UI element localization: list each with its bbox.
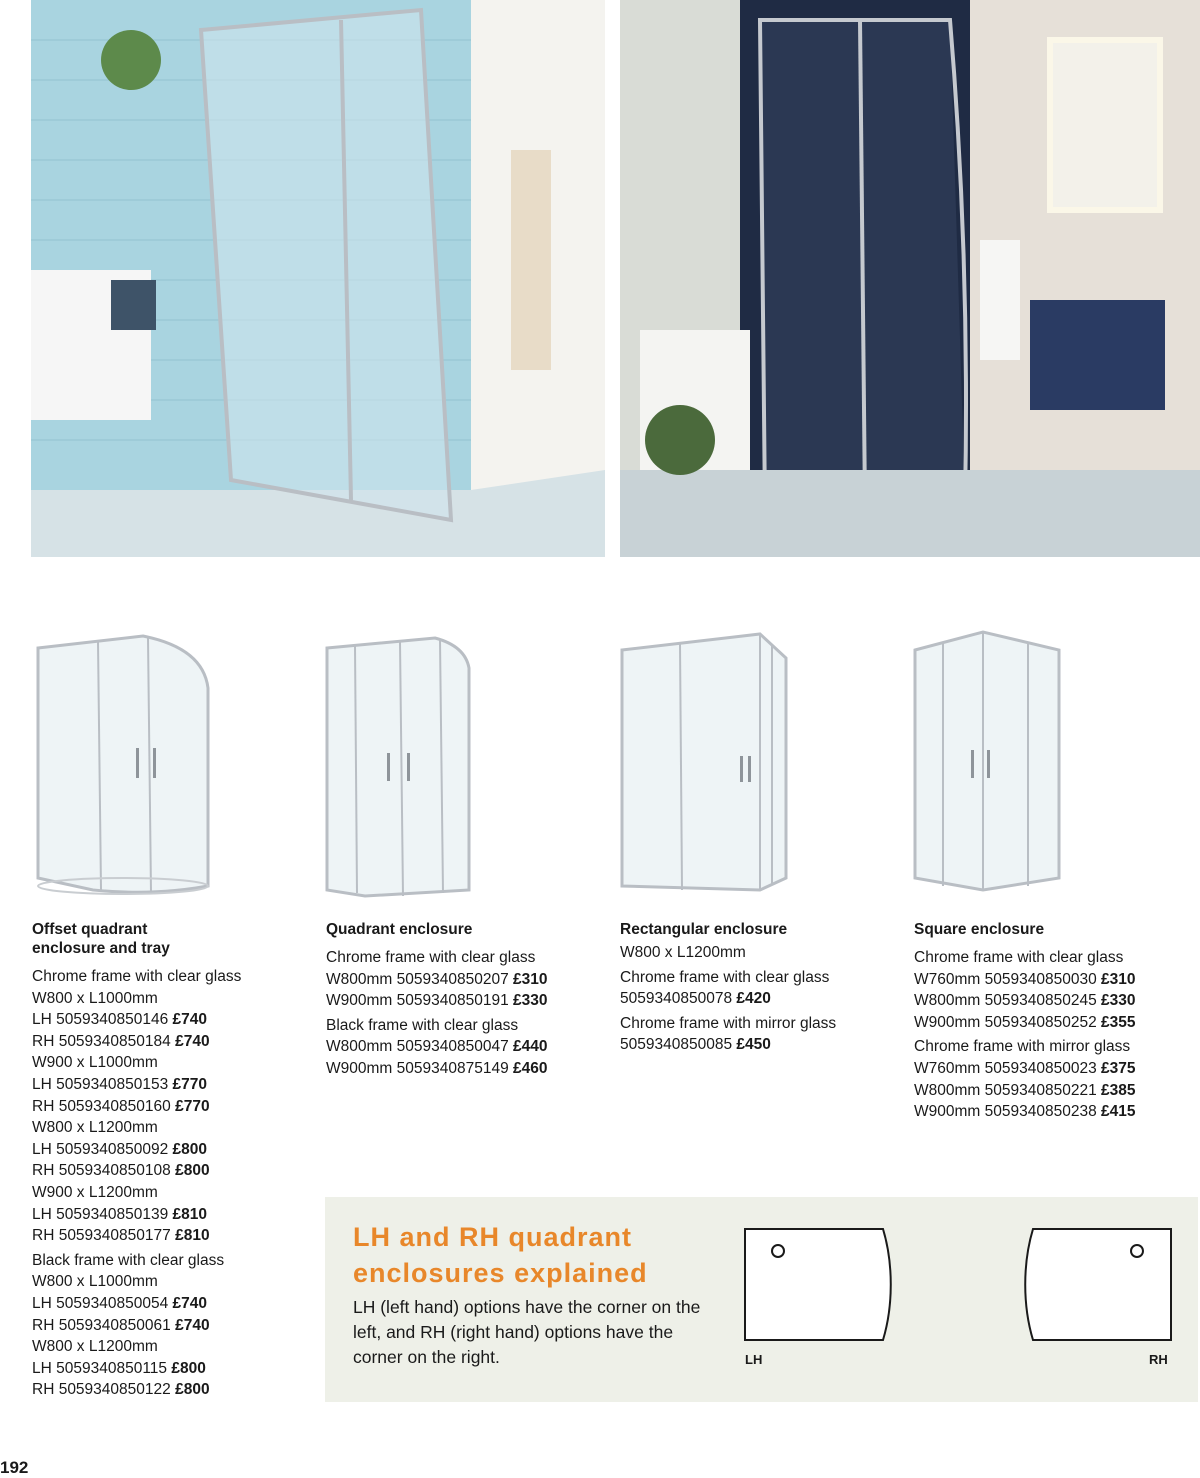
spec-line — [32, 1182, 292, 1204]
spec-line — [32, 1160, 292, 1182]
price: £800 — [171, 1359, 206, 1377]
spec-line — [32, 1139, 292, 1161]
product-title: Square enclosure — [914, 921, 1045, 938]
spec-list — [32, 988, 292, 1247]
spec-text: RH 5059340850061 — [32, 1316, 171, 1334]
product-square — [914, 920, 1184, 1123]
spec-line — [32, 1358, 292, 1380]
price: £800 — [172, 1140, 207, 1158]
spec-line — [32, 1096, 292, 1118]
spec-list — [914, 1058, 1184, 1123]
spec-text: W800 x L1000mm — [32, 1273, 158, 1291]
product-title: Rectangular enclosure — [620, 921, 788, 938]
group-heading: Chrome frame with mirror glass — [620, 1014, 837, 1032]
price: £310 — [1101, 970, 1136, 988]
group-heading: Black frame with clear glass — [32, 1251, 225, 1269]
spec-line — [326, 1058, 596, 1080]
spec-list — [620, 1034, 890, 1056]
spec-line — [914, 1058, 1184, 1080]
spec-text: W800 x L1200mm — [32, 1338, 158, 1356]
spec-line — [32, 1336, 292, 1358]
price: £740 — [172, 1011, 207, 1029]
spec-text: W800 x L1200mm — [32, 1119, 158, 1137]
spec-text: W900mm 5059340850238 — [914, 1103, 1097, 1121]
group-heading: Chrome frame with clear glass — [326, 949, 536, 966]
spec-text: RH 5059340850122 — [32, 1381, 171, 1399]
spec-text: RH 5059340850108 — [32, 1162, 171, 1180]
spec-text: 5059340850078 — [620, 990, 733, 1008]
spec-line — [620, 1034, 890, 1056]
group-heading: Black frame with clear glass — [326, 1016, 519, 1034]
spec-line — [914, 1101, 1184, 1123]
spec-line — [32, 1052, 292, 1074]
price: £800 — [175, 1162, 210, 1180]
spec-text: RH 5059340850177 — [32, 1227, 171, 1245]
spec-text: RH 5059340850184 — [32, 1032, 171, 1050]
spec-line — [32, 1117, 292, 1139]
spec-line — [326, 969, 596, 991]
spec-line — [32, 1009, 292, 1031]
lh-quadrant-diagram — [743, 1227, 943, 1342]
price: £810 — [175, 1227, 210, 1245]
spec-line — [32, 1379, 292, 1401]
spec-text: LH 5059340850153 — [32, 1075, 169, 1093]
product-title: Quadrant enclosure — [326, 921, 473, 938]
spec-text: W900mm 5059340875149 — [326, 1059, 509, 1077]
spec-list — [620, 988, 890, 1010]
spec-line — [326, 1036, 596, 1058]
spec-line — [914, 969, 1184, 991]
offset-quadrant-enclosure-image — [33, 628, 213, 898]
spec-text: W800mm 5059340850047 — [326, 1038, 509, 1056]
price: £385 — [1101, 1081, 1136, 1099]
spec-text: W800 x L1000mm — [32, 989, 158, 1007]
lh-rh-explainer-panel — [325, 1197, 1198, 1402]
spec-text: W760mm 5059340850030 — [914, 970, 1097, 988]
product-title: Offset quadrant enclosure and tray — [32, 921, 170, 957]
spec-line — [32, 1031, 292, 1053]
spec-line — [914, 1012, 1184, 1034]
spec-text: RH 5059340850160 — [32, 1097, 171, 1115]
price: £420 — [736, 990, 771, 1008]
price: £330 — [513, 992, 548, 1010]
product-subtitle: W800 x L1200mm — [620, 944, 746, 961]
spec-text: W800mm 5059340850245 — [914, 992, 1097, 1010]
price: £310 — [513, 970, 548, 988]
explainer-body: LH (left hand) options have the corner on the left, and RH (right hand) options have the corner on the right. — [353, 1297, 701, 1367]
spec-text: LH 5059340850115 — [32, 1359, 168, 1377]
spec-text: LH 5059340850146 — [32, 1011, 169, 1029]
spec-text: W900mm 5059340850252 — [914, 1013, 1097, 1031]
spec-line — [914, 990, 1184, 1012]
spec-line — [32, 1074, 292, 1096]
spec-line — [620, 988, 890, 1010]
price: £740 — [172, 1294, 207, 1312]
spec-text: W900 x L1000mm — [32, 1054, 158, 1072]
price: £810 — [172, 1205, 207, 1223]
price: £740 — [175, 1316, 210, 1334]
rh-quadrant-diagram — [973, 1227, 1173, 1342]
lh-label: LH — [745, 1352, 763, 1367]
price: £330 — [1101, 992, 1136, 1010]
price: £770 — [175, 1097, 210, 1115]
spec-line — [32, 1225, 292, 1247]
square-enclosure-image — [913, 628, 1061, 898]
spec-text: W760mm 5059340850023 — [914, 1059, 1097, 1077]
spec-line — [32, 1271, 292, 1293]
spec-list — [914, 969, 1184, 1034]
spec-text: 5059340850085 — [620, 1036, 733, 1054]
spec-line — [914, 1080, 1184, 1102]
price: £450 — [736, 1036, 771, 1054]
bathroom-photo-right — [620, 0, 1200, 557]
spec-text: W800mm 5059340850221 — [914, 1081, 1097, 1099]
group-heading: Chrome frame with clear glass — [914, 949, 1124, 966]
product-quadrant — [326, 920, 596, 1080]
spec-text: LH 5059340850092 — [32, 1140, 169, 1158]
price: £800 — [175, 1381, 210, 1399]
spec-list — [326, 969, 596, 1012]
spec-line — [32, 1315, 292, 1337]
group-heading: Chrome frame with clear glass — [32, 968, 242, 985]
spec-text: W800mm 5059340850207 — [326, 970, 509, 988]
spec-text: LH 5059340850054 — [32, 1294, 169, 1312]
spec-line — [32, 1293, 292, 1315]
rectangular-enclosure-image — [620, 628, 788, 898]
price: £415 — [1101, 1103, 1136, 1121]
spec-line — [32, 1204, 292, 1226]
group-heading: Chrome frame with clear glass — [620, 968, 830, 986]
quadrant-enclosure-image — [325, 628, 473, 898]
price: £460 — [513, 1059, 548, 1077]
spec-text: W900 x L1200mm — [32, 1183, 158, 1201]
bathroom-photo-left — [31, 0, 605, 557]
price: £740 — [175, 1032, 210, 1050]
spec-line — [326, 990, 596, 1012]
product-offset-quadrant — [32, 920, 292, 1401]
spec-text: LH 5059340850139 — [32, 1205, 169, 1223]
rh-label: RH — [1149, 1352, 1168, 1367]
price: £355 — [1101, 1013, 1136, 1031]
price: £770 — [172, 1075, 207, 1093]
price: £375 — [1101, 1059, 1136, 1077]
group-heading: Chrome frame with mirror glass — [914, 1038, 1131, 1056]
product-rectangular — [620, 920, 890, 1056]
explainer-heading: LH and RH quadrant enclosures explained — [353, 1222, 648, 1288]
price: £440 — [513, 1038, 548, 1056]
spec-text: W900mm 5059340850191 — [326, 992, 509, 1010]
page-number: 192 — [0, 1458, 29, 1477]
spec-line — [32, 988, 292, 1010]
spec-list — [32, 1271, 292, 1401]
spec-list — [326, 1036, 596, 1079]
